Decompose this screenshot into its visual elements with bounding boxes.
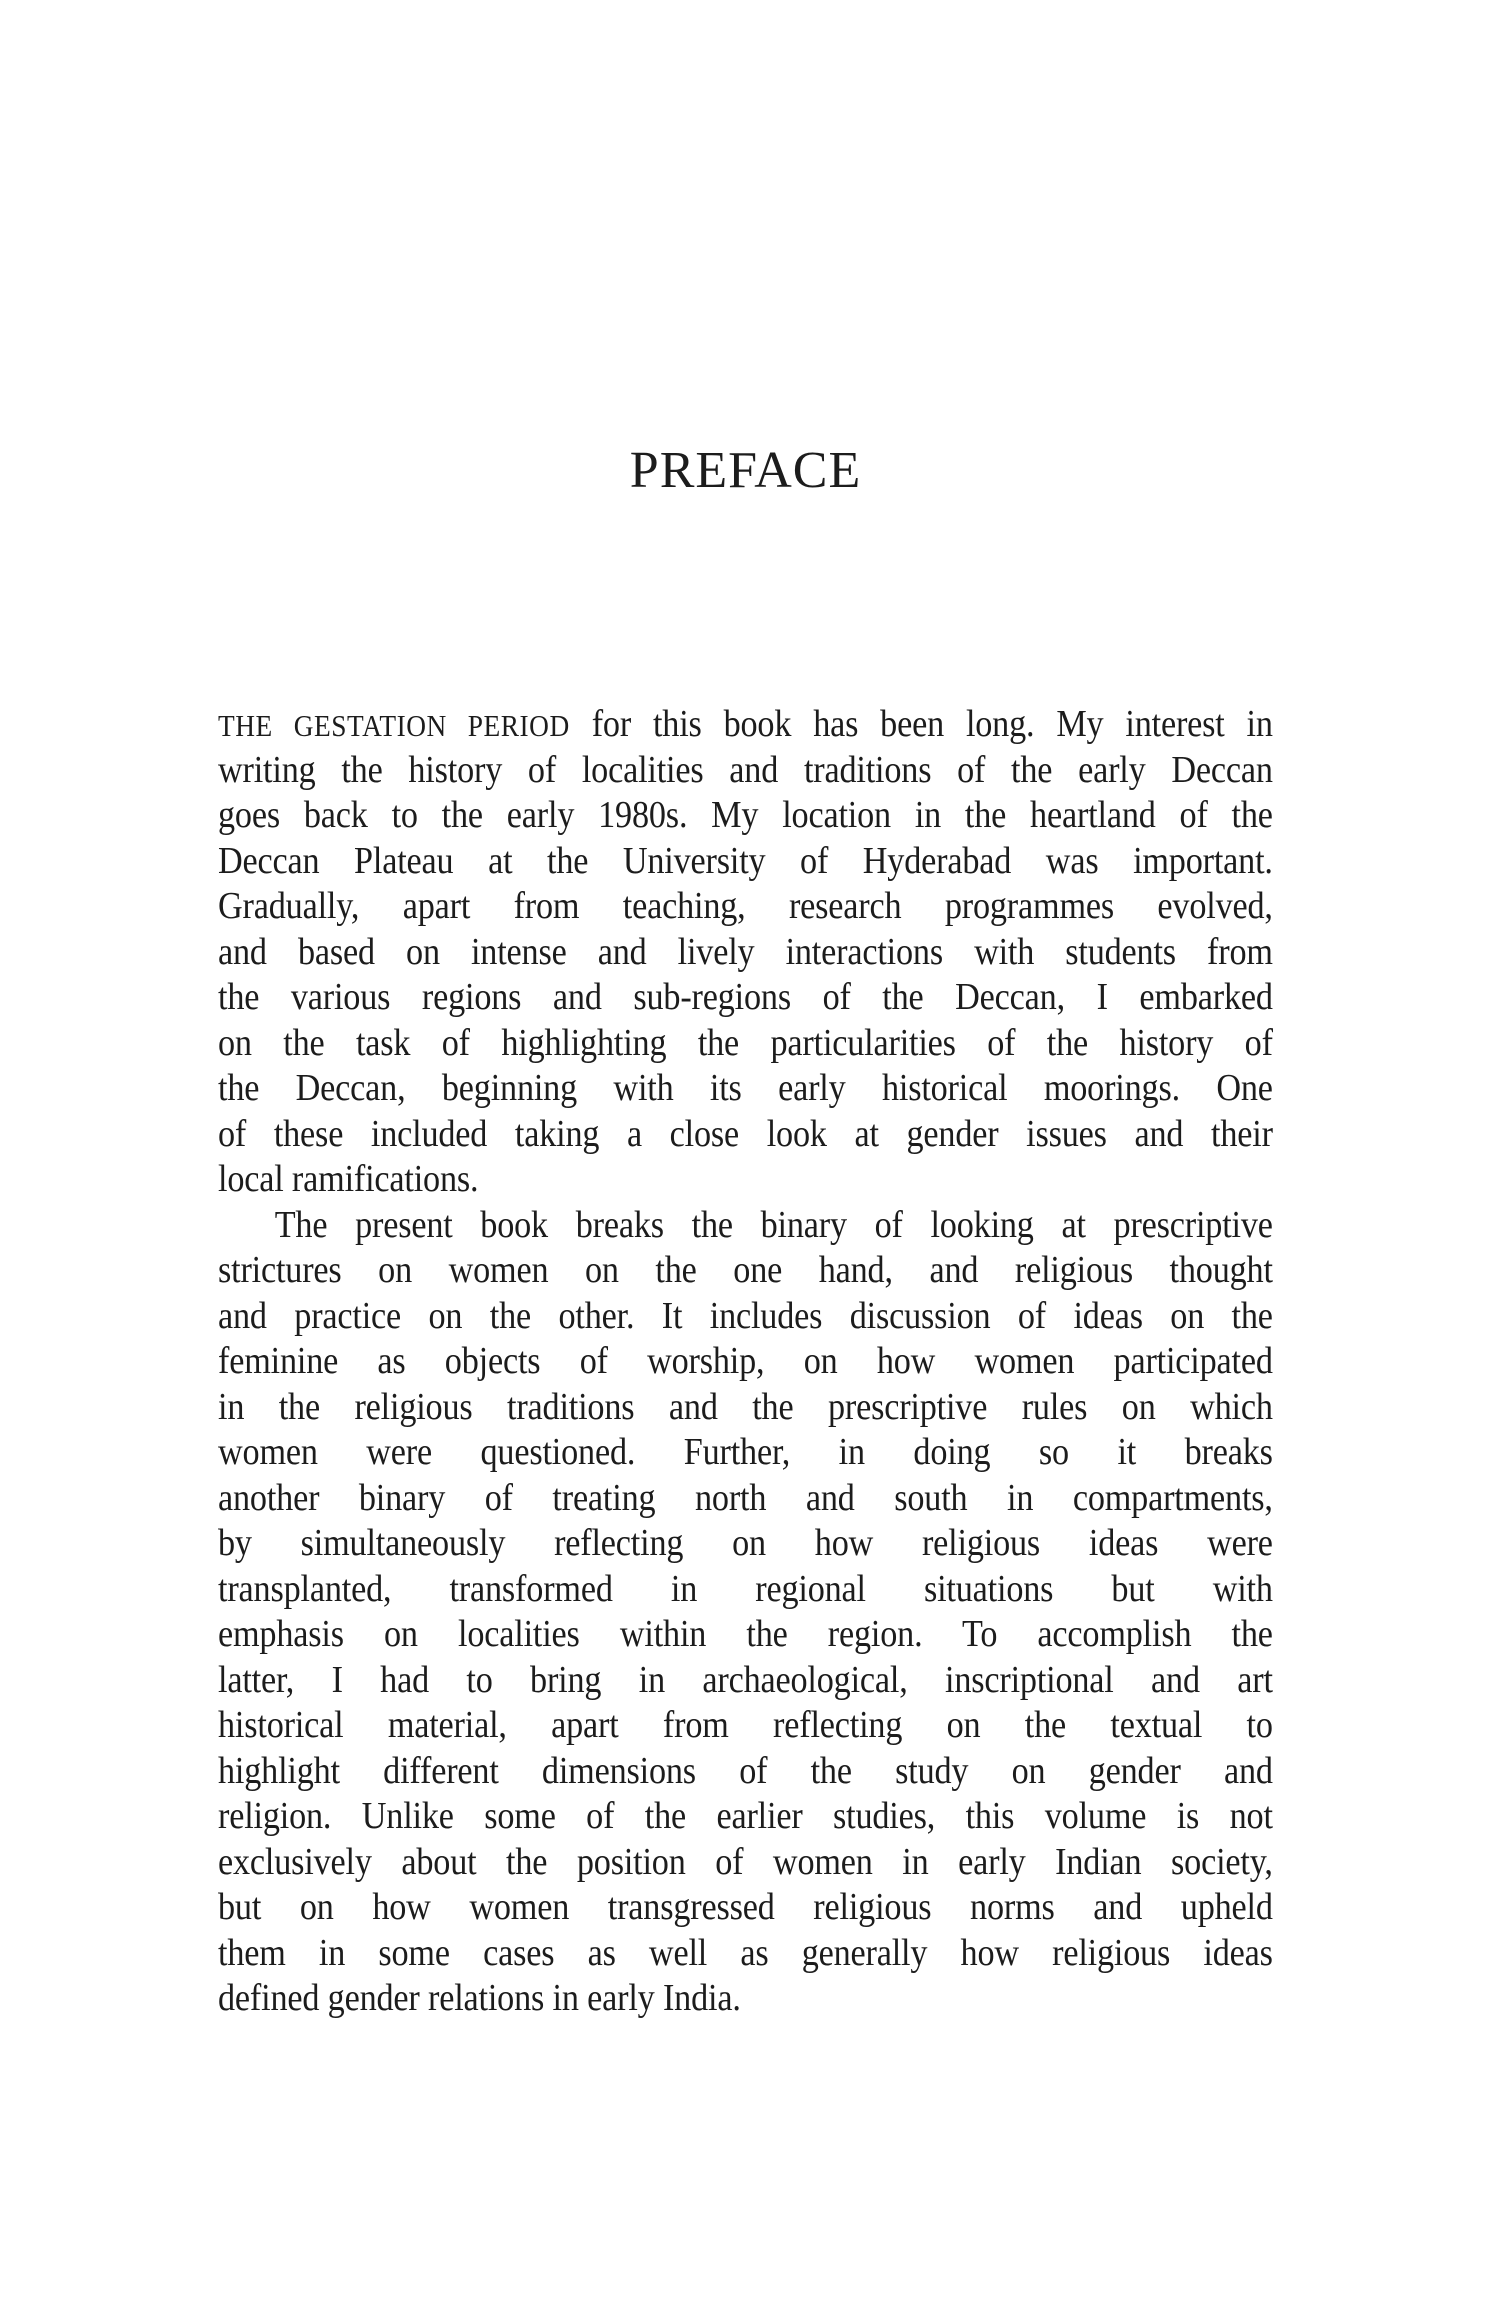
text-line: by simultaneously reflecting on how religious ideas were <box>218 1522 1273 1564</box>
text-line: them in some cases as well as generally how religious ideas <box>218 1931 1273 1974</box>
text-line: defined gender relations in early India. <box>218 1977 741 2019</box>
text-line: latter, I had to bring in archaeological, inscriptional and art <box>218 1658 1273 1701</box>
text-line: another binary of treating north and south in compartments, <box>218 1476 1273 1519</box>
text-line: transplanted, transformed in regional situations but with <box>218 1567 1273 1610</box>
text-line: the various regions and sub-regions of the Deccan, I embarked <box>218 976 1273 1018</box>
text-line: Gradually, apart from teaching, research programmes evolved, <box>218 885 1273 927</box>
text-line: feminine as objects of worship, on how women participated <box>218 1340 1273 1382</box>
text-line: Deccan Plateau at the University of Hyderabad was important. <box>218 839 1273 882</box>
text-line: and based on intense and lively interactions with students from <box>218 930 1273 973</box>
text-line: exclusively about the position of women in early Indian society, <box>218 1840 1273 1883</box>
text-line: and practice on the other. It includes discussion of ideas on the <box>218 1294 1273 1337</box>
text-line: local ramifications. <box>218 1158 479 1200</box>
text-line: goes back to the early 1980s. My location in the heartland of the <box>218 794 1273 836</box>
body-text <box>218 702 1273 2022</box>
text-line: but on how women transgressed religious norms and upheld <box>218 1886 1273 1928</box>
text-line: on the task of highlighting the particularities of the history of <box>218 1021 1273 1064</box>
text-line: the Deccan, beginning with its early historical moorings. One <box>218 1067 1273 1109</box>
text-line <box>218 702 1273 748</box>
text-line: historical material, apart from reflecting on the textual to <box>218 1704 1273 1746</box>
text-line: The present book breaks the binary of looking at prescriptive <box>274 1203 1273 1246</box>
text-line: writing the history of localities and traditions of the early Deccan <box>218 748 1273 791</box>
text-line: religion. Unlike some of the earlier studies, this volume is not <box>218 1795 1273 1837</box>
text-line: strictures on women on the one hand, and religious thought <box>218 1249 1273 1291</box>
text-line: in the religious traditions and the prescriptive rules on which <box>218 1385 1273 1428</box>
line-text: for this book has been long. My interest in <box>569 703 1273 745</box>
text-line: highlight different dimensions of the study on gender and <box>218 1749 1273 1792</box>
text-line: of these included taking a close look at gender issues and their <box>218 1112 1273 1155</box>
lead-in-smallcaps: THE GESTATION PERIOD <box>218 709 570 743</box>
page-title: PREFACE <box>629 441 862 499</box>
text-line: emphasis on localities within the region. To accomplish the <box>218 1613 1273 1655</box>
text-line: women were questioned. Further, in doing so it breaks <box>218 1431 1273 1473</box>
